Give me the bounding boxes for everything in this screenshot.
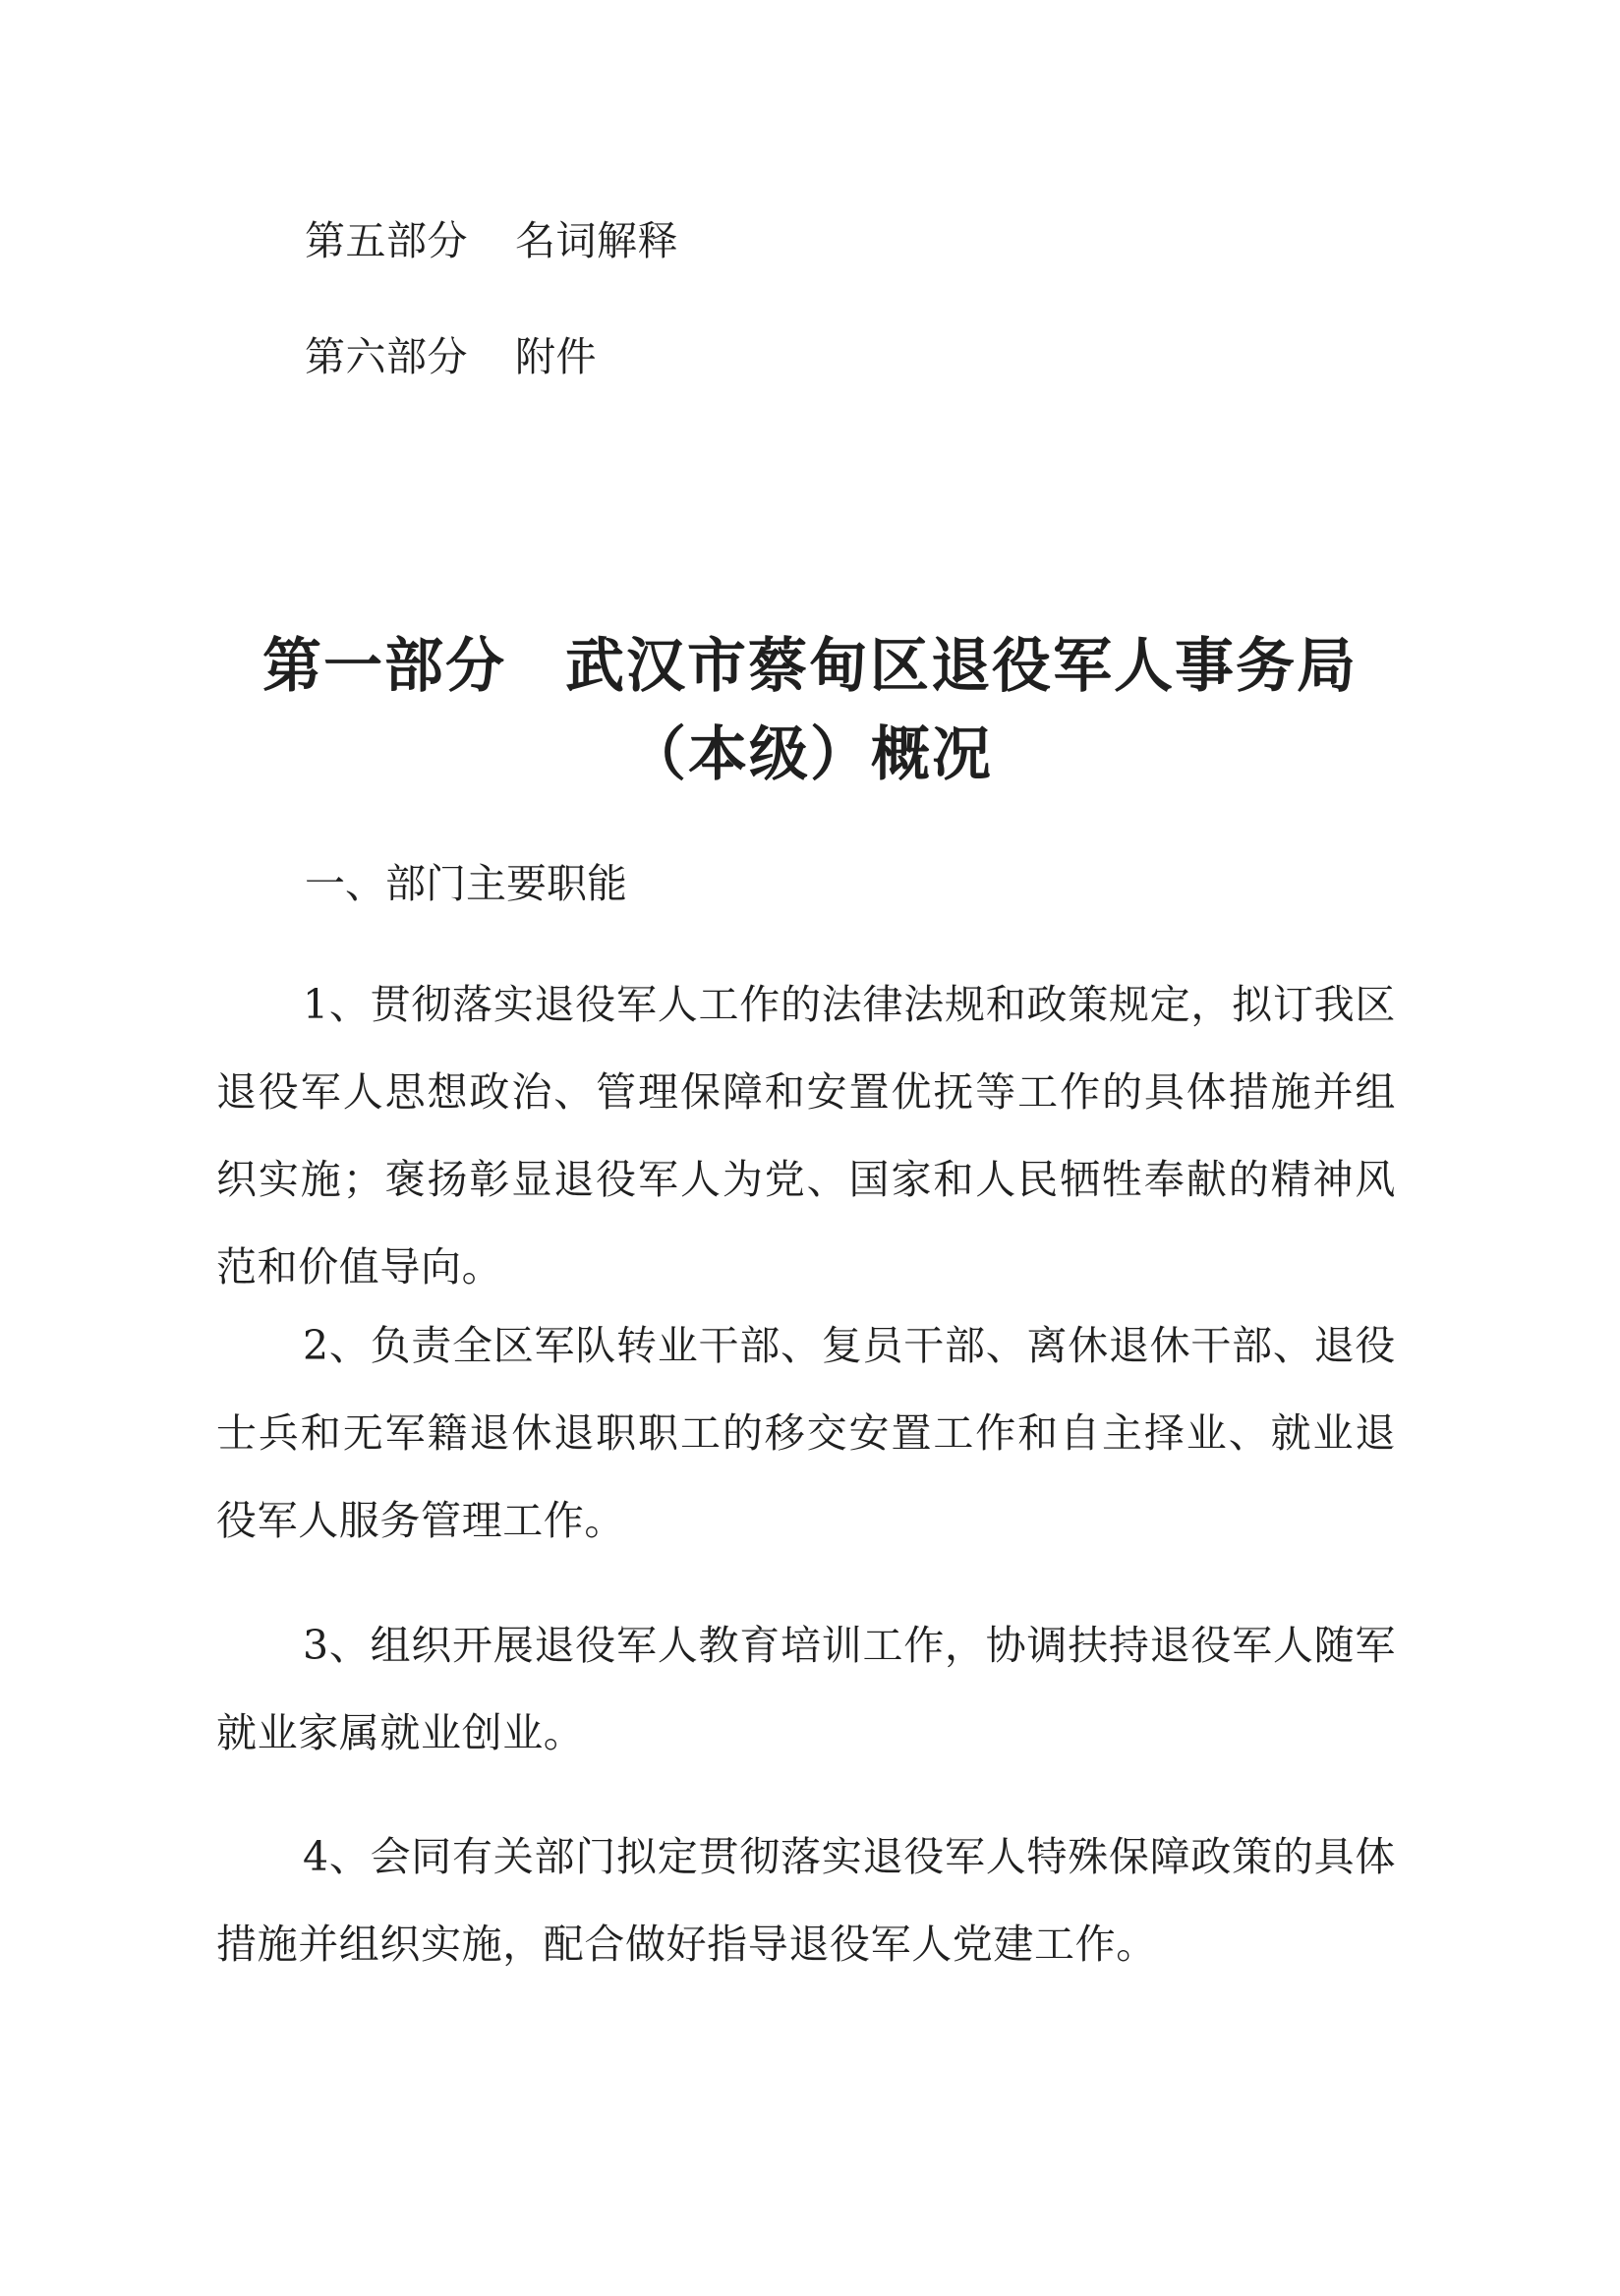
paragraph-4: 4、会同有关部门拟定贯彻落实退役军人特殊保障政策的具体措施并组织实施，配合做好指导退役军人党建工作。 (216, 1833, 1396, 1968)
toc-part-label: 第五部分 (305, 217, 468, 264)
main-title-line2: （本级）概况 (627, 720, 993, 789)
main-title-text: 武汉市蔡甸区退役军人事务局 (565, 632, 1358, 701)
toc-part-title: 名词解释 (515, 217, 678, 264)
toc-part-title: 附件 (515, 333, 597, 380)
toc-part-label: 第六部分 (305, 333, 468, 380)
main-title-line1 (197, 627, 1423, 706)
toc-item-part6 (305, 330, 597, 383)
paragraph-2: 2、负责全区军队转业干部、复员干部、离休退休干部、退役士兵和无军籍退休退职职工的移交安置工作和自主择业、就业退役军人服务管理工作。 (216, 1322, 1396, 1544)
toc-item-part5 (305, 214, 678, 267)
paragraph-3: 3、组织开展退役军人教育培训工作，协调扶持退役军人随军就业家属就业创业。 (216, 1622, 1396, 1756)
paragraph-1: 1、贯彻落实退役军人工作的法律法规和政策规定，拟订我区退役军人思想政治、管理保障和安置优抚等工作的具体措施并组织实施；褒扬彰显退役军人为党、国家和人民牺牲奉献的精神风范和价值导向。 (216, 981, 1396, 1291)
section-heading: 一、部门主要职能 (305, 860, 627, 907)
main-title-part: 第一部分 (262, 632, 506, 701)
